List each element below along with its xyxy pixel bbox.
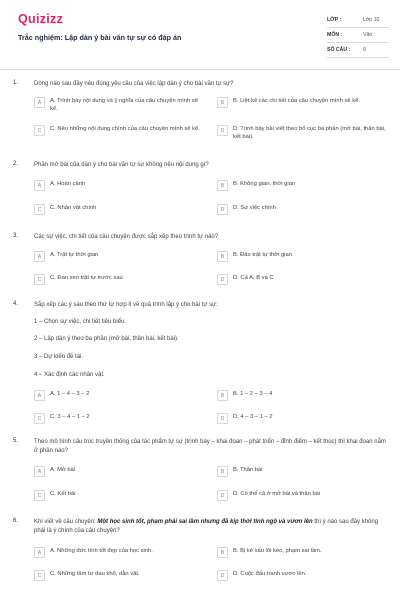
option-b[interactable] <box>217 251 389 263</box>
option-c[interactable] <box>34 125 204 137</box>
question-number: 4. <box>13 301 19 307</box>
question-text: Dòng nào sau đây nêu đúng yêu cầu của việc lập dàn ý cho bài văn tự sự? <box>34 81 234 87</box>
option-letter: A <box>34 251 45 262</box>
option-d[interactable] <box>217 274 389 286</box>
question-number: 5. <box>13 438 19 444</box>
meta-value: Văn <box>363 32 373 38</box>
option-c[interactable] <box>34 570 204 582</box>
option-a[interactable] <box>34 547 204 559</box>
option-text: D. Cả A, B và C <box>233 275 274 281</box>
option-c[interactable] <box>34 204 204 216</box>
meta-label: LỚP : <box>327 17 342 23</box>
step-item: 3 – Dự kiến đề tài. <box>34 354 84 360</box>
option-letter: C <box>34 125 45 136</box>
option-a[interactable] <box>34 251 204 263</box>
option-text: B. Thân bài <box>233 467 263 473</box>
option-text: A. 1 – 4 – 3 – 2 <box>50 391 90 397</box>
option-d[interactable] <box>217 413 389 425</box>
option-text: D. Có thể cả ở mở bài và thân bài <box>233 491 321 497</box>
option-b[interactable] <box>217 466 389 478</box>
option-c[interactable] <box>34 490 204 502</box>
option-text: A. Trình bày nội dung và ý nghĩa của câu chuyện mình sẽ kể. <box>50 98 198 112</box>
question-text: Sắp xếp các ý sau theo thứ tự hợp lí về quá trình lập ý cho bài tự sự: <box>34 302 218 308</box>
option-text: A. Mở bài <box>50 467 76 473</box>
option-letter: C <box>34 570 45 581</box>
option-a[interactable] <box>34 97 204 112</box>
step-item: 2 – Lập dàn ý theo ba phần (mở bài, thân bài, kết bài). <box>34 336 179 342</box>
option-letter: D <box>217 490 228 501</box>
meta-label: SỐ CÂU : <box>327 47 351 53</box>
option-d[interactable] <box>217 570 389 582</box>
question-text-post: thì ý nào sau đây không phải là ý chính của câu chuyện? <box>34 519 379 534</box>
option-letter: B <box>217 251 228 262</box>
meta-box <box>327 13 389 58</box>
option-d[interactable] <box>217 204 389 216</box>
option-letter: D <box>217 570 228 581</box>
meta-value: Lớp 10 <box>363 17 380 23</box>
option-letter: B <box>217 180 228 191</box>
option-letter: B <box>217 97 228 108</box>
option-letter: A <box>34 390 45 401</box>
step-item: 4 – Xác định các nhân vật. <box>34 372 105 378</box>
option-letter: A <box>34 466 45 477</box>
option-c[interactable] <box>34 413 204 425</box>
option-b[interactable] <box>217 390 389 402</box>
question-text <box>34 518 386 536</box>
question-number: 1. <box>13 80 19 86</box>
option-letter: B <box>217 547 228 558</box>
option-letter: D <box>217 204 228 215</box>
option-text: C. Nêu những nội dung chính của câu chuyện mình sẽ kể. <box>50 126 200 132</box>
option-d[interactable] <box>217 125 389 140</box>
option-text: B. Bị kẻ xấu lôi kéo, phạm sai lầm. <box>233 548 322 554</box>
option-text: B. Không gian, thời gian <box>233 181 296 187</box>
option-letter: C <box>34 490 45 501</box>
question-number: 6. <box>13 518 19 524</box>
question-number: 2. <box>13 161 19 167</box>
option-text: D. 4 – 3 – 1 – 2 <box>233 414 273 420</box>
question-text: Các sự việc, chi tiết của câu chuyện được sắp xếp theo trình tự nào? <box>34 234 219 240</box>
meta-row-subject <box>327 28 389 43</box>
option-text: B. Đảo trật tự thời gian <box>233 252 292 258</box>
option-letter: A <box>34 180 45 191</box>
option-letter: B <box>217 390 228 401</box>
meta-value: 9 <box>363 47 366 53</box>
option-text: D. Trình bày bài viết theo bố cục ba phần (mở bài, thân bài, kết bài). <box>233 126 386 140</box>
option-text: C. 3 – 4 – 1 – 2 <box>50 414 90 420</box>
option-d[interactable] <box>217 490 389 502</box>
option-letter: D <box>217 274 228 285</box>
option-b[interactable] <box>217 97 389 109</box>
option-text: B. 1 – 2 – 3 – 4 <box>233 391 273 397</box>
logo-text: Quizizz <box>18 12 64 26</box>
option-c[interactable] <box>34 274 204 286</box>
option-text: C. Những tâm tư đau khổ, dằn vặt. <box>50 571 140 577</box>
option-text: C. Đan xen trật tự trước sau <box>50 275 123 281</box>
step-item: 1 – Chọn sự việc, chi tiết tiêu biểu. <box>34 319 127 325</box>
option-text: B. Liệt kê các chi tiết của câu chuyện mình sẽ kể. <box>233 98 360 104</box>
question-text-emphasis: Một học sinh tốt, phạm phải sai lầm nhưng đã kịp thời tỉnh ngộ và vươn lên <box>97 519 313 525</box>
option-letter: D <box>217 413 228 424</box>
option-letter: A <box>34 547 45 558</box>
meta-row-class <box>327 13 389 28</box>
option-a[interactable] <box>34 180 204 192</box>
option-a[interactable] <box>34 466 204 478</box>
option-letter: A <box>34 97 45 108</box>
option-letter: C <box>34 204 45 215</box>
option-text: A. Trật tự thời gian <box>50 252 99 258</box>
question-number: 3. <box>13 233 19 239</box>
option-letter: C <box>34 413 45 424</box>
option-text: D. Cuộc đấu tranh vươn lên. <box>233 571 307 577</box>
option-text: C. Nhân vật chính <box>50 205 97 211</box>
question-text: Phần mở bài của dàn ý cho bài văn tự sự không nêu nội dung gì? <box>34 162 209 168</box>
question-text: Theo mô hình cấu trúc truyền thống của tác phẩm tự sự (trình bày – khai đoan – phát triển – đỉnh điểm – kết thúc) thì khai đoan nằm ở phần nào? <box>34 439 386 454</box>
option-text: A. Hoàn cảnh <box>50 181 86 187</box>
meta-row-count <box>327 43 389 58</box>
meta-label: MÔN : <box>327 32 343 38</box>
quizizz-logo <box>18 12 63 26</box>
option-a[interactable] <box>34 390 204 402</box>
question-text-pre: Khi viết về câu chuyện: <box>34 519 98 525</box>
option-text: D. Sự việc chính <box>233 205 276 211</box>
page-title: Trắc nghiệm: Lập dàn ý bài văn tự sự có đáp án <box>18 33 182 42</box>
option-text: C. Kết bài <box>50 491 76 497</box>
option-text: A. Những đức tính tốt đẹp của học sinh. <box>50 548 153 554</box>
option-letter: C <box>34 274 45 285</box>
option-letter: B <box>217 466 228 477</box>
option-letter: D <box>217 125 228 136</box>
option-b[interactable] <box>217 547 389 559</box>
page-header <box>0 0 400 70</box>
option-b[interactable] <box>217 180 389 192</box>
